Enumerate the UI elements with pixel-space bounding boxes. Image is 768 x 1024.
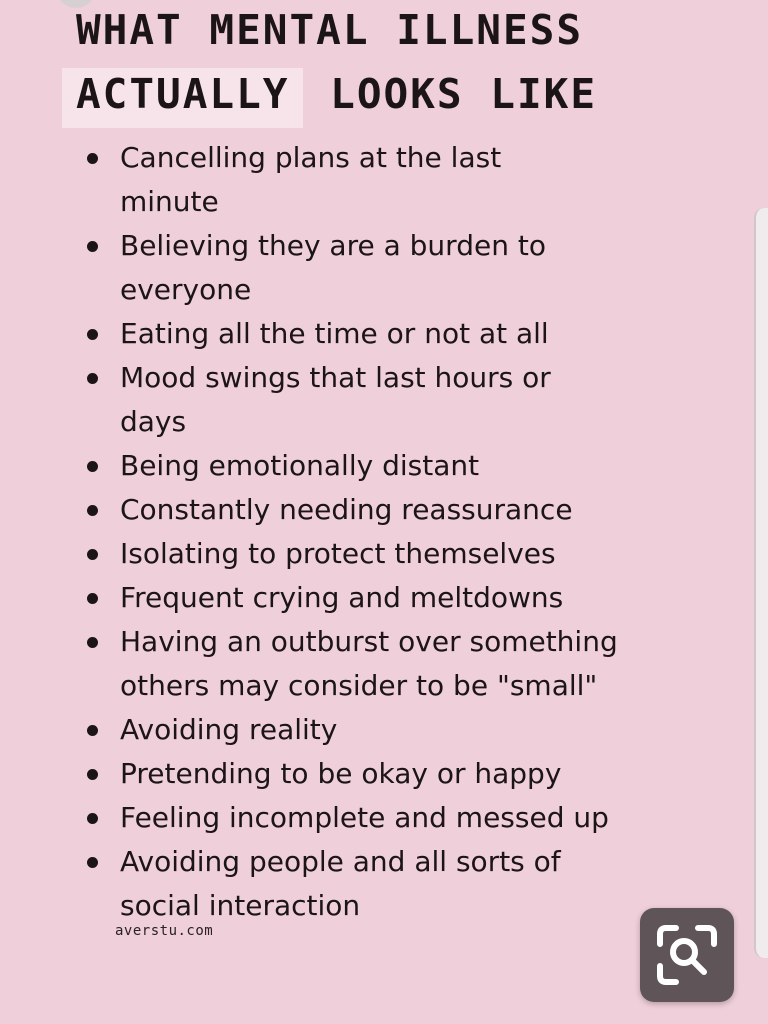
bullet-dot-icon [87,461,98,472]
bullet-dot-icon [87,769,98,780]
title-line-1: WHAT MENTAL ILLNESS [76,6,583,54]
list-item-line: Believing they are a burden to [120,229,546,262]
list-item-line: Frequent crying and meltdowns [120,581,564,614]
list-item-line: Isolating to protect themselves [120,537,556,570]
list-item [0,488,680,532]
bullet-dot-icon [87,637,98,648]
list-item-line: minute [120,185,219,218]
list-item [0,136,680,224]
bullet-dot-icon [87,241,98,252]
title-line-2 [62,68,742,124]
bullet-dot-icon [87,505,98,516]
side-panel-handle[interactable] [754,208,768,958]
list-item-line: Avoiding people and all sorts of [120,845,561,878]
list-item [0,356,680,444]
poster-heading [62,4,742,124]
watermark: averstu.com [115,923,214,939]
list-item-line: social interaction [120,889,361,922]
list-item-line: everyone [120,273,252,306]
list-item [0,708,680,752]
bullet-dot-icon [87,549,98,560]
list-item-line: Cancelling plans at the last [120,141,502,174]
list-item [0,532,680,576]
bullet-dot-icon [87,857,98,868]
title-highlight: ACTUALLY [62,68,303,128]
title-line-2-rest: LOOKS LIKE [303,70,598,118]
bullet-dot-icon [87,813,98,824]
list-item [0,840,680,928]
bullet-dot-icon [87,329,98,340]
list-item-line: others may consider to be "small" [120,669,598,702]
visual-search-button[interactable] [640,908,734,1002]
bullet-dot-icon [87,373,98,384]
list-item [0,796,680,840]
list-item [0,620,680,708]
list-item-line: Eating all the time or not at all [120,317,549,350]
list-item [0,444,680,488]
list-item-line: days [120,405,187,438]
list-item [0,576,680,620]
list-item [0,224,680,312]
list-item-line: Being emotionally distant [120,449,480,482]
list-item-line: Pretending to be okay or happy [120,757,562,790]
list-item-line: Constantly needing reassurance [120,493,573,526]
bullet-dot-icon [87,593,98,604]
list-item-line: Having an outburst over something [120,625,618,658]
bullet-dot-icon [87,153,98,164]
list-item [0,752,680,796]
list-item [0,312,680,356]
list-item-line: Avoiding reality [120,713,338,746]
list-item-line: Mood swings that last hours or [120,361,551,394]
symptom-list [0,136,680,928]
bullet-dot-icon [87,725,98,736]
visual-search-icon [640,908,734,1002]
list-item-line: Feeling incomplete and messed up [120,801,609,834]
